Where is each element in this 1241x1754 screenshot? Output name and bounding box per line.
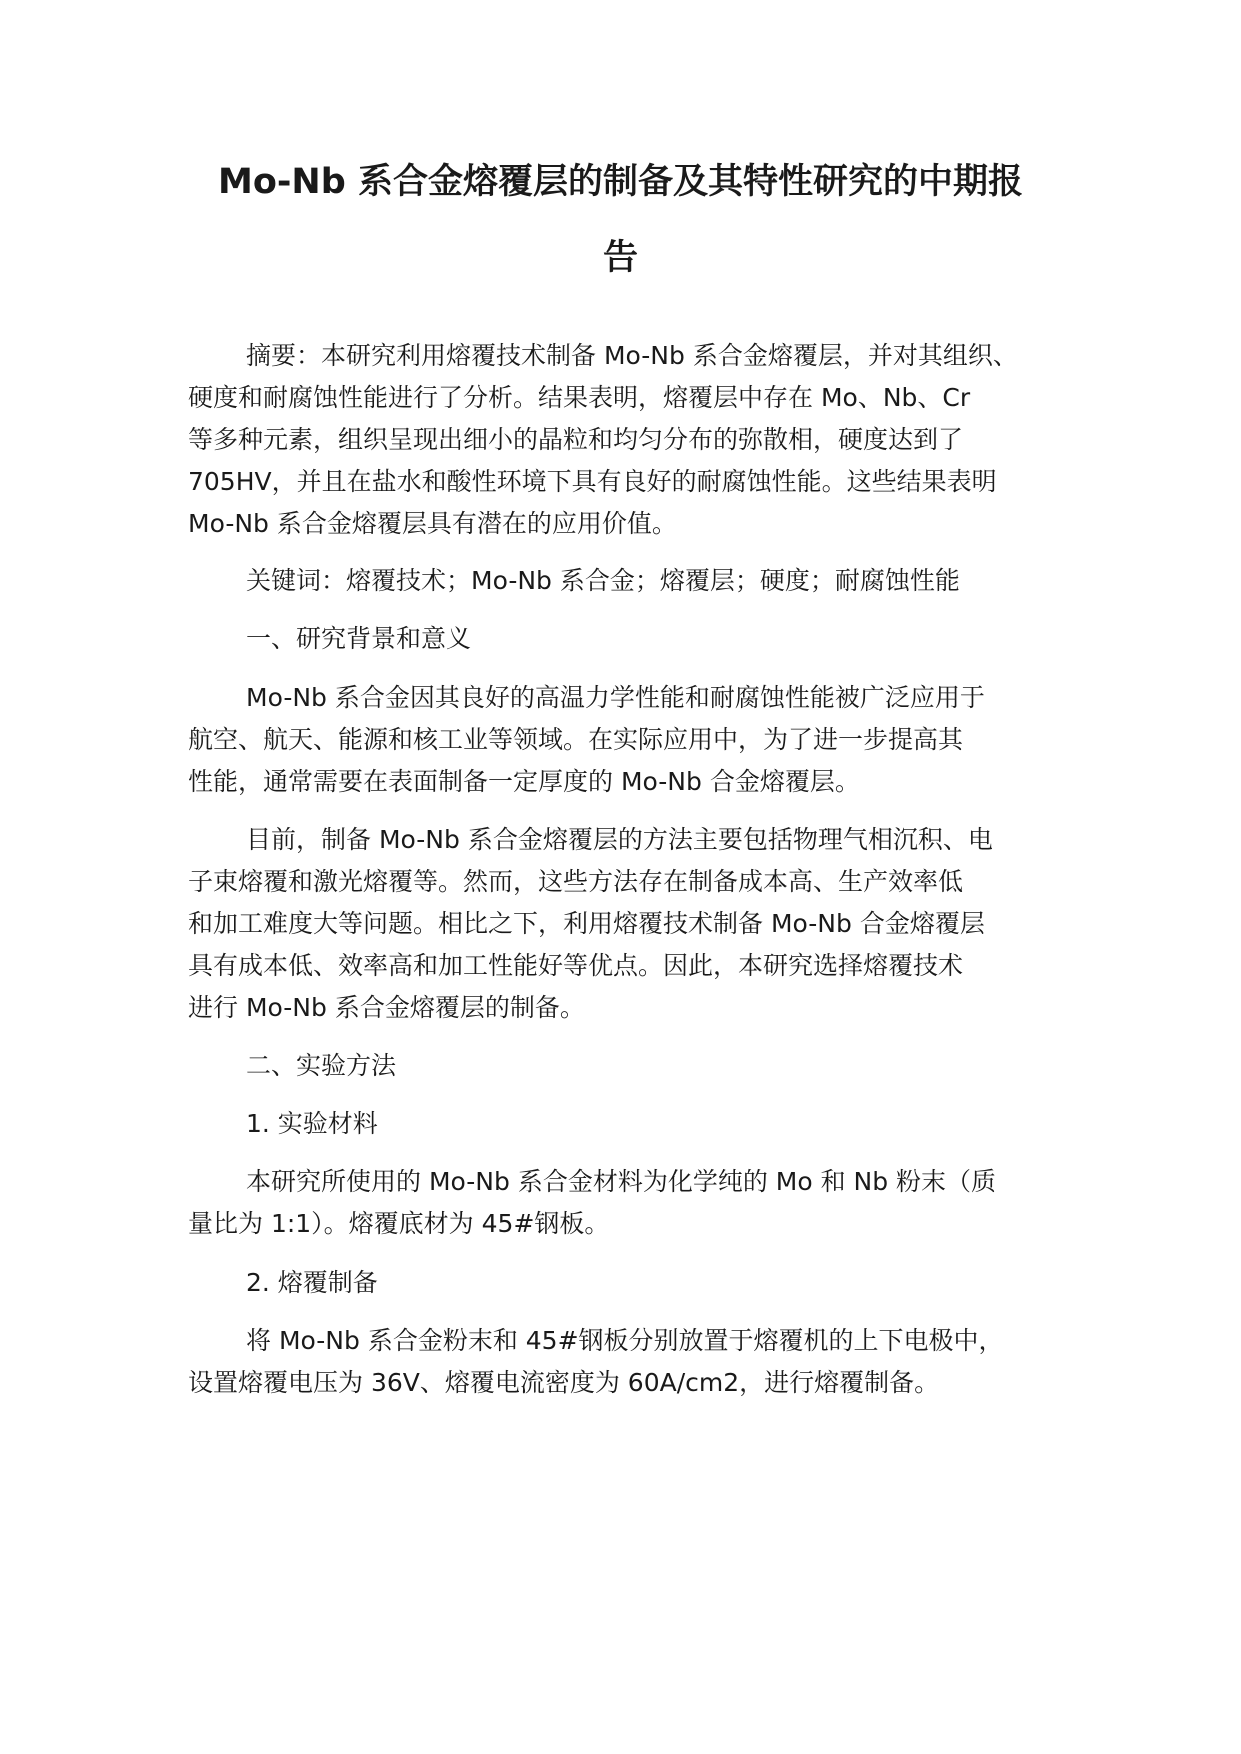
abstract-line: 硬度和耐腐蚀性能进行了分析。结果表明，熔覆层中存在 Mo、Nb、Cr xyxy=(188,383,971,412)
paragraph-line: 进行 Mo-Nb 系合金熔覆层的制备。 xyxy=(188,993,585,1022)
keywords-line: 关键词：熔覆技术；Mo-Nb 系合金；熔覆层；硬度；耐腐蚀性能 xyxy=(246,566,960,595)
section-heading-methods: 二、实验方法 xyxy=(246,1051,397,1080)
section-heading-background: 一、研究背景和意义 xyxy=(246,624,472,653)
paragraph-line: 具有成本低、效率高和加工性能好等优点。因此，本研究选择熔覆技术 xyxy=(188,951,964,980)
paragraph-line: Mo-Nb 系合金因其良好的高温力学性能和耐腐蚀性能被广泛应用于 xyxy=(246,683,985,712)
paragraph-line: 和加工难度大等问题。相比之下，利用熔覆技术制备 Mo-Nb 合金熔覆层 xyxy=(188,909,985,938)
abstract-line: 705HV，并且在盐水和酸性环境下具有良好的耐腐蚀性能。这些结果表明 xyxy=(188,467,997,496)
document-title-line-2: 告 xyxy=(602,238,638,278)
paragraph-line: 将 Mo-Nb 系合金粉末和 45#钢板分别放置于熔覆机的上下电极中， xyxy=(246,1326,1004,1355)
paragraph-line: 子束熔覆和激光熔覆等。然而，这些方法存在制备成本高、生产效率低 xyxy=(188,867,964,896)
paragraph-line: 量比为 1:1）。熔覆底材为 45#钢板。 xyxy=(188,1209,610,1238)
abstract-line: 等多种元素，组织呈现出细小的晶粒和均匀分布的弥散相，硬度达到了 xyxy=(188,425,964,454)
paragraph-line: 目前，制备 Mo-Nb 系合金熔覆层的方法主要包括物理气相沉积、电 xyxy=(246,825,993,854)
paragraph-line: 设置熔覆电压为 36V、熔覆电流密度为 60A/cm2，进行熔覆制备。 xyxy=(188,1368,940,1397)
abstract-line: 摘要：本研究利用熔覆技术制备 Mo-Nb 系合金熔覆层，并对其组织、 xyxy=(246,341,1018,370)
paragraph-line: 本研究所使用的 Mo-Nb 系合金材料为化学纯的 Mo 和 Nb 粉末（质 xyxy=(246,1167,997,1196)
abstract-line: Mo-Nb 系合金熔覆层具有潜在的应用价值。 xyxy=(188,509,677,538)
document-title-line-1: Mo-Nb 系合金熔覆层的制备及其特性研究的中期报 xyxy=(218,162,1023,202)
paragraph-line: 航空、航天、能源和核工业等领域。在实际应用中，为了进一步提高其 xyxy=(188,725,964,754)
subsection-heading-preparation: 2. 熔覆制备 xyxy=(246,1268,378,1297)
paragraph-line: 性能，通常需要在表面制备一定厚度的 Mo-Nb 合金熔覆层。 xyxy=(188,767,860,796)
subsection-heading-materials: 1. 实验材料 xyxy=(246,1109,378,1138)
